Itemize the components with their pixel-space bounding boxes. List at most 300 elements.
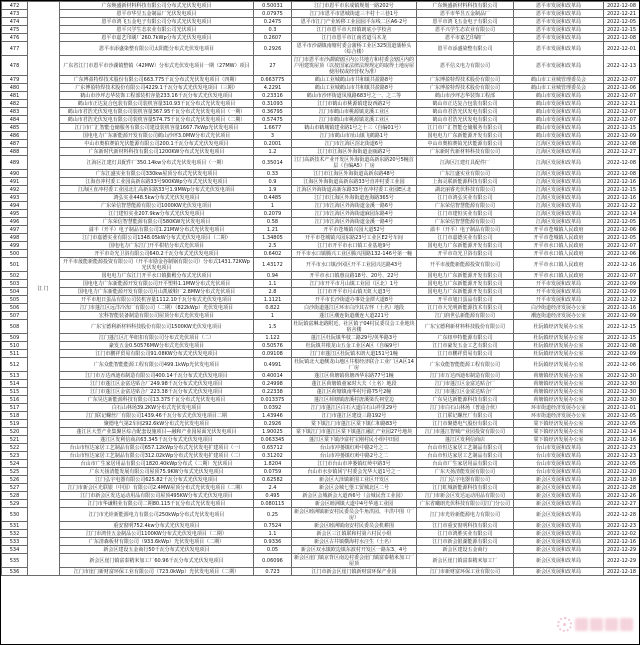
cell-capacity: 0.0392: [254, 404, 292, 412]
cell-authority: 新会区发展和改革局: [514, 546, 604, 554]
table-row: [2, 342, 640, 350]
cell-company: 江门市蓬江区金富达贴合厂: [417, 388, 514, 396]
cell-authority: 开平市水口镇人民政府: [514, 258, 604, 272]
cell-capacity: 0.62582: [254, 476, 292, 484]
table-row: [2, 178, 640, 186]
cell-serial-no: 494: [2, 202, 28, 210]
cell-serial-no: 482: [2, 100, 28, 108]
cell-record-date: 2022-12-05: [604, 420, 640, 428]
cell-address: 新会区古井镇横海村水汪生（土名）: [292, 538, 417, 546]
cell-serial-no: 476: [2, 34, 28, 42]
cell-serial-no: 472: [2, 2, 28, 10]
cell-record-date: 2022-12-01: [604, 42, 640, 56]
cell-record-date: 2022-12-18: [604, 568, 640, 576]
cell-record-date: 2022-12-15: [604, 320, 640, 334]
cell-project-name: 广东江盛实业有限公司330kw屋顶分布式光伏发电项目: [60, 170, 254, 178]
cell-address: 白沙街道蓬江区环市白沙其古怦（土名）地段: [292, 304, 417, 312]
cell-project-name: 广东众能智能能源工程有限公司499.1kWp光伏发电项目: [60, 358, 254, 372]
cell-company: 开平市旭日蛋品有限公司: [417, 296, 514, 304]
cell-authority: 鹤山市发展和改革局: [514, 132, 604, 140]
table-row: [2, 10, 640, 18]
cell-capacity: 0.50031: [254, 2, 292, 10]
table-row: [2, 34, 640, 42]
cell-address: 新会区双水镇欧边镇东波村开发区一路东3、4号: [292, 546, 417, 554]
cell-company: 鹤山市君浩光伏发电有限公司: [417, 108, 514, 116]
cell-project-name: 江门弘宇电器有限公司625.82千瓦分布式光伏发电项目: [60, 476, 254, 484]
cell-serial-no: 504: [2, 288, 28, 296]
cell-capacity: 0.2001: [254, 140, 292, 148]
cell-authority: 鹤山市发展和改革局: [514, 108, 604, 116]
cell-project-name: 江门市新会区发达运动用品有限公司屋顶495KW分布式光伏发电项目: [60, 492, 254, 500]
cell-capacity: 0.2926: [254, 420, 292, 428]
table-body: [2, 2, 640, 576]
cell-project-name: 鹤山市君浩光伏发电有限公司装机容量367.95千瓦分布式光伏发电项目（一期）: [60, 108, 254, 116]
cell-authority: 新会区发展和改革局: [514, 568, 604, 576]
cell-record-date: 2022-12-08: [604, 2, 640, 10]
cell-serial-no: 499: [2, 242, 28, 250]
table-row: [2, 444, 640, 452]
cell-serial-no: 496: [2, 218, 28, 226]
cell-record-date: 2022-12-30: [604, 372, 640, 380]
cell-project-name: 国电电力广东江门开平水口镇勤殿分布式光伏项目: [60, 272, 254, 280]
cell-capacity: 0.0759: [254, 468, 292, 476]
table-row: [2, 210, 640, 218]
cell-authority: 环市街道经济发展办公室: [514, 412, 604, 420]
table-row: [2, 272, 640, 280]
cell-authority: 鹤山市工业城管理委员会: [514, 76, 604, 84]
cell-project-name: 宏科智能装备制造有限公司屋顶分布式光伏发电项目: [60, 312, 254, 320]
cell-authority: 新会区发展和改革局: [514, 522, 604, 530]
cell-company: 恩平市添盛染整有限公司: [417, 42, 514, 56]
cell-record-date: 2022-12-06: [604, 250, 640, 258]
cell-project-name: 恩平市华昱五金制品厂光伏发电项目: [60, 10, 254, 18]
cell-address: 鹤山工业城鹤山市共和镇共盈路8号: [292, 76, 417, 84]
cell-project-name: 广东宝德利新材料科技股份有限公司1500KW光伏发电项目: [60, 320, 254, 334]
cell-project-name: 江门市蓬江区远洋冷冻厂有限公司（二期）（822kWp）光伏发电项目: [60, 304, 254, 312]
table-row: [2, 258, 640, 272]
cell-capacity: 1.122: [254, 334, 292, 342]
cell-capacity: 0.6402: [254, 250, 292, 258]
cell-serial-no: 531: [2, 522, 28, 530]
cell-authority: 开平市发展和改革局: [514, 296, 604, 304]
cell-project-name: 鹤山市君浩光伏发电有限公司装机容量574.75千瓦分布式光伏发电项目（二期）: [60, 116, 254, 124]
cell-serial-no: 507: [2, 312, 28, 320]
cell-capacity: 1.9: [254, 186, 292, 194]
cell-serial-no: 529: [2, 500, 28, 508]
cell-record-date: 2022-12-09: [604, 288, 640, 296]
table-row: [2, 468, 640, 476]
cell-address: 江门市蓬江区建设三路192号: [292, 412, 417, 420]
cell-record-date: 2022-12-08: [604, 170, 640, 178]
cell-address: 江门市开平市月山镇天虹大道3号: [292, 288, 417, 296]
table-row: [2, 420, 640, 428]
cell-authority: 江海区发展和改革局: [514, 210, 604, 218]
table-row: [2, 242, 640, 250]
cell-authority: 荷塘镇经济发展办公室: [514, 388, 604, 396]
table-row: [2, 522, 640, 530]
cell-authority: 荷塘镇经济发展办公室: [514, 396, 604, 404]
cell-capacity: 27: [254, 56, 292, 76]
cell-project-name: 广东荣信智慧能源有限公司1000KW光伏发电项目: [60, 202, 254, 210]
cell-company: 中山市奥柏赛铂光伏能源有限公司: [417, 140, 514, 148]
cell-address: 新会区会城七堡工贸城北区二号: [292, 484, 417, 492]
table-row: [2, 568, 640, 576]
cell-project-name: 广东清森板材有限公司（933.6kWp）光伏发电项目（二期）: [60, 538, 254, 546]
cell-serial-no: 515: [2, 388, 28, 396]
pv-project-record-table: [1, 1, 640, 576]
cell-address: 开平市水口镇腾兴工业区腾兴围路132-146号第一幢: [292, 250, 417, 258]
cell-serial-no: 513: [2, 372, 28, 380]
cell-company: 溢丰（开平）电子制品有限公司: [417, 226, 514, 234]
cell-address: 蓬江区棠下镇沙富村宝刚村民小组中田园: [292, 436, 417, 444]
table-row: [2, 170, 640, 178]
cell-authority: 棠下镇经济发展办公室: [514, 428, 604, 436]
cell-company: 江门市新财富环保工业有限公司: [417, 568, 514, 576]
cell-project-name: 开平市奇光卫浴有限公司640.2千瓦分布式光伏发电项目: [60, 250, 254, 258]
cell-company: 江门市蓬江区金富达贴合厂: [417, 380, 514, 388]
cell-capacity: 0.05: [254, 546, 292, 554]
table-row: [2, 250, 640, 258]
cell-project-name: 恩平兴学生态农业有限公司光伏项目: [60, 26, 254, 34]
cell-authority: 恩平市发展和改革局: [514, 2, 604, 10]
cell-serial-no: 477: [2, 42, 28, 56]
cell-company: 广东天扬清能发展有限公司: [417, 468, 514, 476]
cell-capacity: 2.8: [254, 288, 292, 296]
cell-address: 江门市江海区外海街道麻园东路4号: [292, 210, 417, 218]
cell-serial-no: 530: [2, 508, 28, 522]
cell-authority: 环市街道经济发展办公室: [514, 404, 604, 412]
cell-capacity: 1: [254, 202, 292, 210]
cell-address: 江门市江海区外海街道金溪一路6号: [292, 202, 417, 210]
cell-project-name: 国电电力广东江门开平柑桔分布式光伏项目: [60, 242, 254, 250]
cell-company: 广东新时代新材料科技有限公司: [417, 148, 514, 156]
cell-company: 江门市鹏祥贸易有限公司: [417, 350, 514, 358]
cell-authority: 新会区发展和改革局: [514, 554, 604, 568]
cell-serial-no: 484: [2, 116, 28, 124]
cell-address: 蓬江区杜阮镇华枝二路29号/英华路3号: [292, 334, 417, 342]
cell-project-name: 广东焕盛新材料科技有限公司分布式光伏发电项目: [60, 2, 254, 10]
cell-address: 江门市恩平市沙湖镇辖区内公共地方和村委会辖区内的户用建筑屋顶（以按国家法律法规规定的取得土地房屋使用权或经营权为准）: [292, 56, 417, 76]
cell-address: 棠下镇江门市蓬江区棠下镇仁和路83号: [292, 420, 417, 428]
table-row: [2, 226, 640, 234]
table-row: [2, 476, 640, 484]
cell-record-date: 2022-12-09: [604, 312, 640, 320]
cell-project-name: 广东新时代新材料科技有限公司1200KW分布式光伏发电项目: [60, 148, 254, 156]
cell-project-name: 国电电力广东新能源开发有限公司月山凯敏鞋厂2.8MW分布式光伏项目: [60, 288, 254, 296]
cell-record-date: 2022-12-28: [604, 484, 640, 492]
table-row: [2, 234, 640, 242]
cell-company: 恩平兴学生态农业有限公司: [417, 26, 514, 34]
cell-company: 江门市广汇智能仓储服务有限公司: [417, 124, 514, 132]
cell-capacity: 0.2079: [254, 210, 292, 218]
cell-address: 新会区睦洲镇新安村民委员会牛角洪园、丰洪中围（厂房）: [292, 508, 417, 522]
cell-capacity: 3: [254, 132, 292, 140]
cell-company: 新会区崖门镇富泰精米加工厂: [417, 554, 514, 568]
table-row: [2, 42, 640, 56]
cell-authority: 恩平市发展和改革局: [514, 56, 604, 76]
cell-project-name: 江海直冲村委工业园高新东路33号900KWp分布式光伏发电项目: [60, 178, 254, 186]
cell-serial-no: 480: [2, 84, 28, 92]
cell-capacity: 0.4485: [254, 194, 292, 202]
cell-record-date: 2022-12-16: [604, 538, 640, 546]
table-row: [2, 76, 640, 84]
cell-address: 台山市冲蒌镇红岭中路2号之二: [292, 444, 417, 452]
cell-company: 开平市晟能新能源投资有限公司: [417, 258, 514, 272]
cell-record-date: 2022-12-21: [604, 100, 640, 108]
cell-company: 广东焕盛新材料科技有限公司: [417, 2, 514, 10]
cell-company: 广东荣信智慧能源有限公司: [417, 202, 514, 210]
cell-capacity: 2.4: [254, 484, 292, 492]
cell-authority: 台山市发展和改革局: [514, 460, 604, 468]
cell-project-name: 江门市万达西迪布制造有限公司400.14千瓦分布式光伏发电项目: [60, 372, 254, 380]
cell-capacity: 1.1121: [254, 296, 292, 304]
cell-company: 江门市白石山林场（普通合伙）: [417, 404, 514, 412]
cell-serial-no: 514: [2, 380, 28, 388]
table-row: [2, 100, 640, 108]
cell-record-date: 2022-12-06: [604, 358, 640, 372]
cell-record-date: 2022-12-08: [604, 34, 640, 42]
cell-project-name: 国电电力广东新能源开发有限公司鹤山沙坪3.0MW分布式光伏项目: [60, 132, 254, 140]
table-row: [2, 358, 640, 372]
cell-authority: 开平市苍城镇人民政府: [514, 234, 604, 242]
cell-authority: 开平市水口镇人民政府: [514, 272, 604, 280]
cell-serial-no: 474: [2, 18, 28, 26]
cell-serial-no: 527: [2, 484, 28, 492]
cell-company: 鹤山市正达复合包装有限公司: [417, 100, 514, 108]
cell-serial-no: 500: [2, 250, 28, 258]
table-row: [2, 116, 640, 124]
cell-record-date: 2022-12-07: [604, 92, 640, 100]
cell-project-name: 广东荣信智慧能源有限公司580KW光伏发电项目: [60, 218, 254, 226]
cell-serial-no: 509: [2, 334, 28, 342]
cell-serial-no: 532: [2, 530, 28, 538]
cell-address: 江门市江海区外海街道金瓯路2号: [292, 148, 417, 156]
cell-company: 江门市大光明新能源技术有限公司: [417, 304, 514, 312]
table-row: [2, 18, 640, 26]
cell-company: 江门市新会区发达运动用品有限公司: [417, 492, 514, 500]
cell-serial-no: 536: [2, 568, 28, 576]
cell-project-name: 台山市恒达家居工艺制品有限公司312.02kWp分布式光伏发电扩建项目（二）: [60, 452, 254, 460]
cell-serial-no: 523: [2, 452, 28, 460]
table-row: [2, 148, 640, 156]
cell-record-date: 2022-12-05: [604, 234, 640, 242]
cell-authority: 新会区发展和改革局: [514, 538, 604, 546]
cell-capacity: 1.34805: [254, 234, 292, 242]
table-row: [2, 396, 640, 404]
cell-company: 国电电力广东新能源开发有限公司: [417, 280, 514, 288]
cell-company: 江门市鸿弘实业有限公司: [417, 194, 514, 202]
cell-record-date: 2022-12-02: [604, 530, 640, 538]
cell-serial-no: 503: [2, 280, 28, 288]
cell-address: 蓬江区荷塘镇荷塘西华东路77号1幢: [292, 372, 417, 380]
cell-serial-no: 479: [2, 76, 28, 84]
cell-authority: 棠下镇经济发展办公室: [514, 420, 604, 428]
cell-record-date: 2022-12-09: [604, 132, 640, 140]
cell-record-date: 2022-12-16: [604, 178, 640, 186]
table-row: [2, 500, 640, 508]
table-row: [2, 296, 640, 304]
cell-serial-no: 491: [2, 178, 28, 186]
cell-capacity: 0.2926: [254, 42, 292, 56]
table-row: [2, 84, 640, 92]
table-row: [2, 202, 640, 210]
cell-address: 江门市鹤山市桃源镇建设西路2号: [292, 100, 417, 108]
cell-company: 江门市建恒实业有限公司: [417, 210, 514, 218]
table-row: [2, 280, 640, 288]
cell-project-name: 广东天扬清能发展有限公司屋顶75.9KW分布式光伏发电项目: [60, 468, 254, 476]
cell-project-name: 广东昊达新能源科技有限公司13.375千瓦分布式光伏发电项目: [60, 396, 254, 404]
cell-authority: 潮连街道经济发展办公室: [514, 312, 604, 320]
table-row: [2, 452, 640, 460]
cell-serial-no: 505: [2, 296, 28, 304]
cell-company: 新会区建设五金商行: [417, 546, 514, 554]
cell-company: 开平市奇光卫浴有限公司: [417, 250, 514, 258]
table-row: [2, 140, 640, 148]
cell-address: 江门市江海区外海街道连海路365号: [292, 194, 417, 202]
cell-address: 江门市恩平市大田镇朗底小学校舍: [292, 26, 417, 34]
cell-project-name: 恩平市添盛染整有限公司太阳能分布式光伏发电项目: [60, 42, 254, 56]
cell-record-date: 2022-12-01: [604, 404, 640, 412]
cell-address: 杜阮镇富琳北路附近、社区镇子04村民委员会工业地块宿舍楼: [293, 320, 415, 333]
cell-company: 广东纽申特能源有限公司: [417, 334, 514, 342]
cell-capacity: 0.57475: [254, 116, 292, 124]
cell-company: 广东宝德利新材料科技股份有限公司: [417, 320, 514, 334]
cell-authority: 荷塘镇经济发展办公室: [514, 380, 604, 388]
cell-address: 江海区外海街道高新东路33号直冲村委工业园: [292, 178, 417, 186]
cell-project-name: 江门市光铨新能源电力有限公司250kWp分布式光伏发电项目: [60, 508, 254, 522]
cell-capacity: 0.65712: [254, 444, 292, 452]
cell-company: 国电电力广东新能源开发有限公司: [417, 132, 514, 140]
cell-address: 蓬江区荷塘镇童家时大夫（土名）地段: [292, 380, 417, 388]
table-row: [2, 492, 640, 500]
table-row: [2, 304, 640, 312]
table-row: [2, 372, 640, 380]
cell-capacity: 0.06096: [254, 554, 292, 568]
table-row: [2, 428, 640, 436]
cell-address: 江门市江海区滘北街道6号: [292, 140, 417, 148]
cell-address: 江门市台山市冲蒌镇红岭中路3号: [292, 460, 417, 468]
cell-capacity: 0.35014: [254, 156, 292, 170]
cell-capacity: 0.40014: [254, 372, 292, 380]
cell-record-date: 2022-12-15: [604, 26, 640, 34]
cell-serial-no: 488: [2, 148, 28, 156]
cell-record-date: 2022-12-16: [604, 304, 640, 312]
table-row: [2, 2, 640, 10]
cell-authority: 荷塘镇经济发展办公室: [514, 372, 604, 380]
cell-capacity: 0.33: [254, 170, 292, 178]
table-row: [2, 508, 640, 522]
cell-address: 新会区睦洲镇大道中4号华通工业园: [292, 500, 417, 508]
cell-project-name: 广东省江门市恩平市沙湖镇整镇（42MW）分布式光伏发电项目一期（27MW）项目: [60, 56, 254, 76]
cell-record-date: 2022-12-05: [604, 18, 640, 26]
cell-authority: 恩平市发展和改革局: [514, 18, 604, 26]
cell-authority: 恩平市发展和改革局: [514, 42, 604, 56]
cell-serial-no: 493: [2, 194, 28, 202]
cell-company: 江门市豪发五金工艺有限公司: [417, 342, 514, 350]
cell-authority: 杜阮镇经济发展办公室: [514, 320, 604, 334]
cell-serial-no: 495: [2, 210, 28, 218]
cell-address: 江门市鹤山市桃源镇龙溪工业区: [292, 108, 417, 116]
cell-authority: 新会区发展和改革局: [514, 476, 604, 484]
cell-serial-no: 510: [2, 342, 28, 350]
cell-serial-no: 508: [2, 320, 28, 334]
cell-capacity: 0.24998: [254, 380, 292, 388]
cell-address: 杜阮镇北大道侧龙山地区井根经济联合工业厂区A区14厂房: [292, 358, 417, 372]
table-row: [2, 530, 640, 538]
cell-record-date: 2022-12-07: [604, 76, 640, 84]
cell-address: 杜阮镇井根龙山五金工业区A区（自编9号）: [292, 342, 417, 350]
cell-capacity: 1.43172: [254, 258, 292, 272]
cell-project-name: 江门市新会区光联银（中国）有限公司2.4MW屋顶分布式光伏发电项目（二期）: [60, 484, 254, 492]
cell-company: 江门弘宇电器有限公司: [417, 476, 514, 484]
cell-company: 台山市恒达家居工艺制品有限公司: [417, 452, 514, 460]
cell-record-date: 2022-12-13: [604, 56, 640, 76]
cell-authority: 开平市水口镇人民政府: [514, 250, 604, 258]
cell-capacity: 0.09108: [254, 350, 292, 358]
cell-authority: 江海区发展和改革局: [514, 156, 604, 170]
cell-company: 蓬江区发利信商店: [417, 436, 514, 444]
cell-company: 江门润世弘新能源有限公司: [417, 312, 514, 320]
cell-authority: 开平市发展和改革局: [514, 280, 604, 288]
cell-company: 国电电力广东新能源开发有限公司: [417, 288, 514, 296]
cell-authority: 恩平市发展和改革局: [514, 10, 604, 18]
cell-address: 蓬江区荷塘镇唐溪村唐溪梁氏祠堂边: [292, 396, 417, 404]
cell-serial-no: 516: [2, 396, 28, 404]
cell-address: 台山市水步镇冈宁村委会光华大道1号之一: [292, 468, 417, 476]
table-row: [2, 334, 640, 342]
cell-capacity: 0.58: [254, 218, 292, 226]
cell-record-date: 2022-12-23: [604, 452, 640, 460]
cell-company: 广东博盈特焊技术股份有限公司: [417, 76, 514, 84]
cell-record-date: 2022-12-06: [604, 84, 640, 92]
cell-serial-no: 522: [2, 444, 28, 452]
cell-capacity: 1: [254, 312, 292, 320]
table-row: [2, 380, 640, 388]
cell-capacity: 0.495: [254, 492, 292, 500]
cell-capacity: 0.3: [254, 26, 292, 34]
cell-serial-no: 473: [2, 10, 28, 18]
cell-capacity: 0.7524: [254, 522, 292, 530]
cell-capacity: 0.080115: [254, 500, 292, 508]
watermark-text-blur: [575, 618, 633, 631]
cell-project-name: 蓬江区大型产业集聚区综合配套设施项目—融和产业园屋面光伏发电项目: [60, 428, 254, 436]
cell-serial-no: 489: [2, 156, 28, 170]
cell-serial-no: 483: [2, 108, 28, 116]
cell-record-date: 2022-12-18: [604, 476, 640, 484]
cell-record-date: 2022-12-08: [604, 342, 640, 350]
table-row: [2, 312, 640, 320]
cell-company: 江门市新会银湖能源有限公司: [417, 538, 514, 546]
cell-serial-no: 487: [2, 140, 28, 148]
cell-record-date: 2022-12-05: [604, 412, 640, 420]
cell-address: 开平市苍城镇兴园大道52号: [292, 226, 417, 234]
cell-project-name: 江门市广汇智能仓储服务有限公司建设装机容量1667.7kWp光伏发电项目: [60, 124, 254, 132]
cell-serial-no: 525: [2, 468, 28, 476]
table-row: [2, 554, 640, 568]
cell-company: 恩平市鸿飞五金电子有限公司: [417, 18, 514, 26]
cell-record-date: 2022-12-21: [604, 10, 640, 18]
cell-authority: 开平市苍城镇人民政府: [514, 226, 604, 234]
cell-capacity: 0.2475: [254, 18, 292, 26]
cell-record-date: 2022-12-06: [604, 226, 640, 234]
cell-capacity: 1.6677: [254, 124, 292, 132]
cell-record-date: 2022-12-28: [604, 508, 640, 522]
cell-authority: 杜阮镇经济发展办公室: [514, 350, 604, 358]
cell-record-date: 2022-12-16: [604, 258, 640, 272]
cell-serial-no: 511: [2, 350, 28, 358]
cell-company: 广东博盈特焊技术股份有限公司: [417, 84, 514, 92]
cell-record-date: 2022-12-14: [604, 428, 640, 436]
